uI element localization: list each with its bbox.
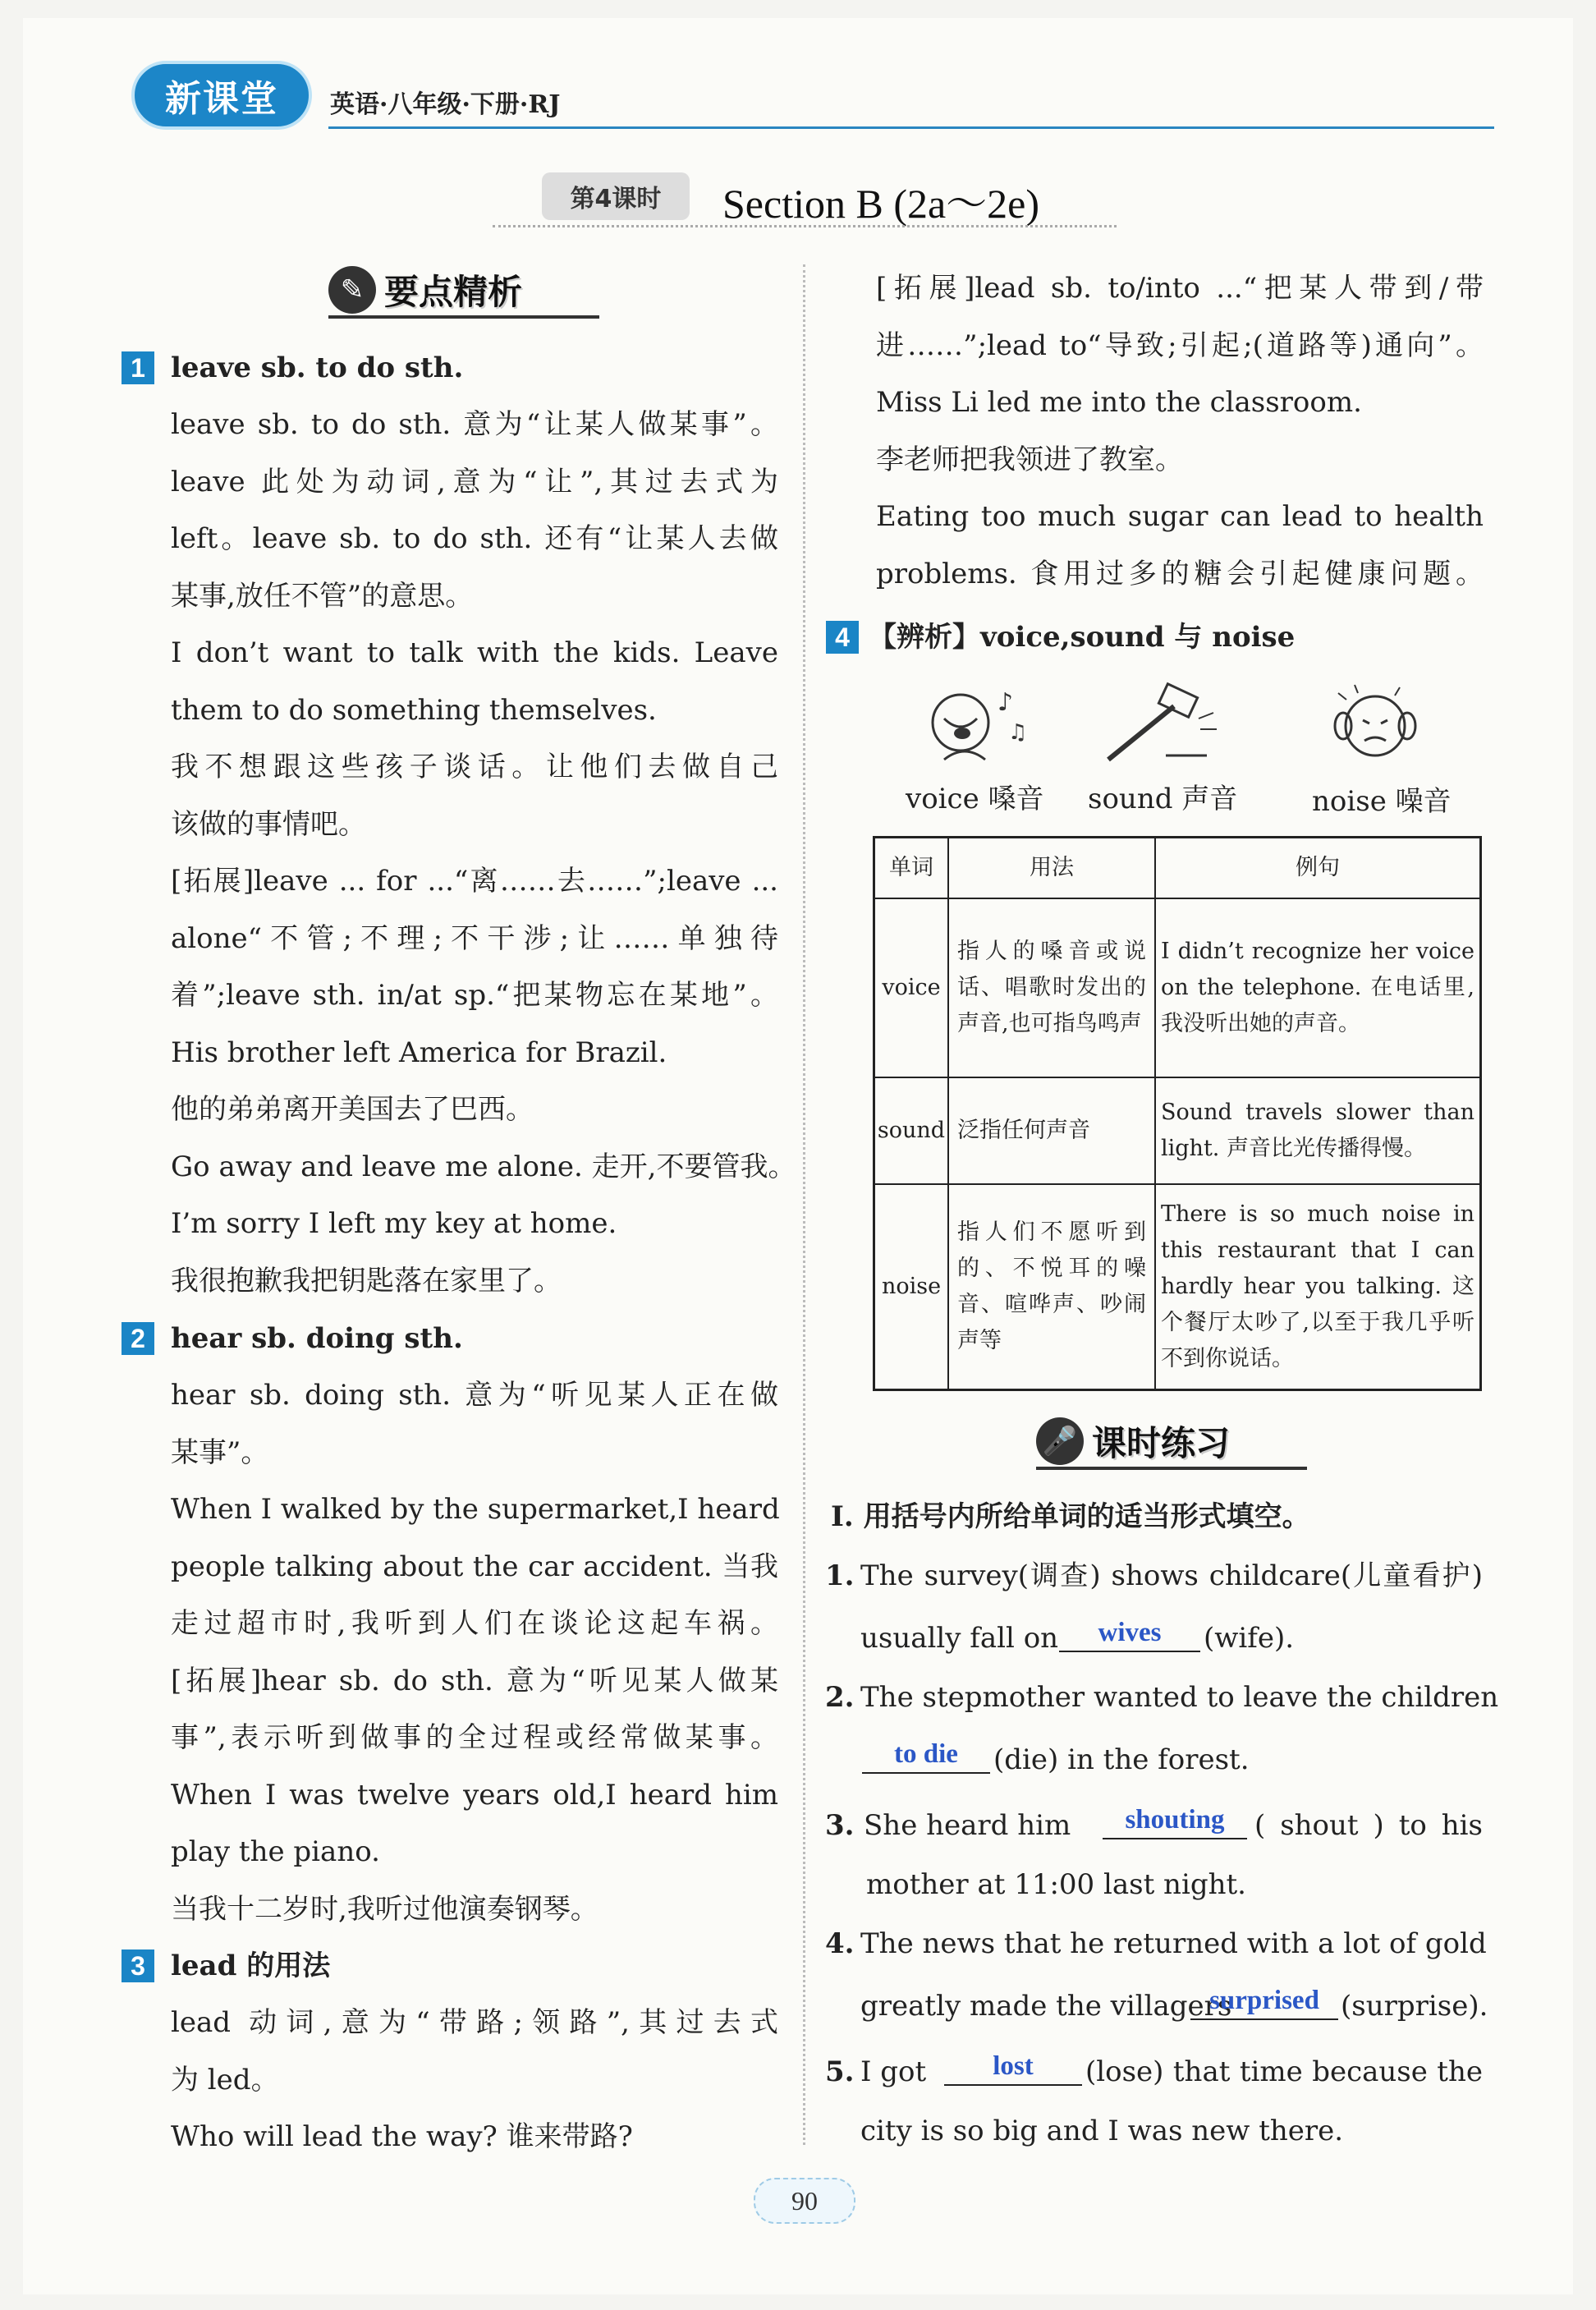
question-text: usually fall on xyxy=(860,1622,1059,1655)
page-header xyxy=(99,49,1494,148)
answer-text: wives xyxy=(1098,1618,1162,1647)
question-text: (die) in the forest. xyxy=(993,1743,1250,1776)
header-rule xyxy=(328,126,1494,129)
picture-caption-noise: noise 噪音 xyxy=(1312,785,1452,818)
table-cell: 指人的嗓音或说话、唱歌时发出的声音,也可指鸟鸣声 xyxy=(948,898,1155,1077)
answer-text: lost xyxy=(993,2051,1034,2081)
answer-text: surprised xyxy=(1209,1986,1319,2015)
picture-caption-sound: sound 声音 xyxy=(1088,783,1238,815)
table-cell: voice xyxy=(874,898,949,1077)
svg-text:♫: ♫ xyxy=(1008,720,1028,745)
key-points-banner xyxy=(328,261,599,319)
table-cell: 指人们不愿听到的、不悦耳的噪音、喧哗声、吵闹声等 xyxy=(948,1184,1155,1389)
text-line: lead 动词,意为“带路;领路”,其过去式 xyxy=(171,2006,778,2039)
question-text: greatly made the villagers xyxy=(860,1990,1232,2023)
text-line: I don’t want to talk with the kids. Leave xyxy=(171,636,778,669)
text-line: [拓展]leave ... for ...“离……去……”;leave ... xyxy=(171,865,778,898)
banner-underline xyxy=(328,315,599,319)
text-line: His brother left America for Brazil. xyxy=(171,1036,667,1069)
text-line: left。leave sb. to do sth. 还有“让某人去做 xyxy=(171,522,778,555)
singing-person-icon xyxy=(911,677,1034,776)
question-number: 4. xyxy=(825,1927,855,1960)
item-heading: hear sb. doing sth. xyxy=(171,1322,463,1355)
answer-blank xyxy=(944,2084,1082,2086)
item-number: 2 xyxy=(122,1322,154,1355)
pencil-icon: ✎ xyxy=(328,266,376,314)
text-line: 事”,表示听到做事的全过程或经常做某事。 xyxy=(171,1721,778,1754)
text-line: problems. 食用过多的糖会引起健康问题。 xyxy=(876,558,1484,590)
lesson-badge: 第4课时 xyxy=(542,172,690,220)
page-number: 90 xyxy=(754,2178,855,2224)
text-line: 走过超市时,我听到人们在谈论这起车祸。 xyxy=(171,1607,778,1640)
item-number: 3 xyxy=(122,1949,154,1982)
table-header: 用法 xyxy=(948,838,1155,899)
question-number: 5. xyxy=(825,2055,855,2088)
answer-blank xyxy=(1059,1651,1200,1652)
question-text: (lose) that time because the xyxy=(1085,2055,1483,2088)
table-header: 例句 xyxy=(1155,838,1481,899)
text-line: 进……”;lead to“导致;引起;(道路等)通向”。 xyxy=(876,329,1484,362)
table-header-row xyxy=(874,838,1481,899)
text-line: When I walked by the supermarket,I heard xyxy=(171,1493,780,1526)
text-line: 某事,放任不管”的意思。 xyxy=(171,580,474,613)
answer-text: shouting xyxy=(1125,1805,1225,1835)
text-line: Go away and leave me alone. 走开,不要管我。 xyxy=(171,1150,796,1183)
banner-underline xyxy=(1036,1467,1307,1470)
text-line: leave 此处为动词,意为“让”,其过去式为 xyxy=(171,466,778,498)
text-line: When I was twelve years old,I heard him xyxy=(171,1779,778,1812)
item-heading: 【辨析】voice,sound 与 noise xyxy=(869,621,1296,654)
question-text: The news that he returned with a lot of gold xyxy=(860,1927,1487,1960)
answer-text: to die xyxy=(894,1739,958,1769)
table-cell: noise xyxy=(874,1184,949,1389)
text-line: 他的弟弟离开美国去了巴西。 xyxy=(171,1093,534,1126)
question-text: (surprise). xyxy=(1341,1990,1488,2023)
text-line: 着”;leave sth. in/at sp.“把某物忘在某地”。 xyxy=(171,979,778,1012)
hammer-icon xyxy=(1084,673,1223,776)
item-heading: leave sb. to do sth. xyxy=(171,351,464,384)
book-subtitle: 英语·八年级·下册·RJ xyxy=(330,90,561,119)
table-cell: I didn’t recognize her voice on the telephone. 在电话里,我没听出她的声音。 xyxy=(1155,898,1481,1077)
title-divider xyxy=(493,225,1117,227)
question-text: city is so big and I was new there. xyxy=(860,2115,1344,2147)
text-line: 我不想跟这些孩子谈话。让他们去做自己 xyxy=(171,751,778,783)
text-line: Miss Li led me into the classroom. xyxy=(876,386,1362,419)
answer-blank xyxy=(1103,1838,1247,1839)
text-line: Who will lead the way? 谁来带路? xyxy=(171,2120,633,2153)
question-text: The survey(调查) shows childcare(儿童看护) xyxy=(860,1559,1483,1592)
question-text: She heard him xyxy=(864,1809,1071,1842)
text-line: 李老师把我领进了教室。 xyxy=(876,443,1183,476)
text-line: 为 led。 xyxy=(171,2064,279,2096)
exercise-instruction: Ⅰ. 用括号内所给单词的适当形式填空。 xyxy=(831,1500,1310,1533)
brand-logo: 新课堂 xyxy=(131,61,312,130)
noise-covering-ears-icon xyxy=(1322,675,1429,778)
section-title: Section B (2a～2e) xyxy=(722,181,1040,227)
text-line: 某事”。 xyxy=(171,1436,269,1469)
comparison-table xyxy=(873,836,1482,1391)
question-text: mother at 11:00 last night. xyxy=(866,1868,1246,1901)
answer-blank xyxy=(862,1772,990,1774)
text-line: [拓展]hear sb. do sth. 意为“听见某人做某 xyxy=(171,1665,778,1697)
text-line: 当我十二岁时,我听过他演奏钢琴。 xyxy=(171,1893,598,1926)
picture-caption-voice: voice 嗓音 xyxy=(906,783,1044,815)
item-number: 1 xyxy=(122,351,154,384)
microphone-icon: 🎤 xyxy=(1036,1417,1084,1465)
text-line: play the piano. xyxy=(171,1835,380,1868)
table-row xyxy=(874,898,1481,1077)
table-header: 单词 xyxy=(874,838,949,899)
text-line: 我很抱歉我把钥匙落在家里了。 xyxy=(171,1265,562,1297)
question-text: The stepmother wanted to leave the children xyxy=(860,1681,1499,1714)
text-line: alone“不管;不理;不干涉;让……单独待 xyxy=(171,922,778,955)
item-heading: lead 的用法 xyxy=(171,1949,331,1982)
item-number: 4 xyxy=(826,621,859,654)
text-line: them to do something themselves. xyxy=(171,694,657,727)
text-line: leave sb. to do sth. 意为“让某人做某事”。 xyxy=(171,408,778,441)
text-line: Eating too much sugar can lead to health xyxy=(876,500,1484,533)
table-cell: There is so much noise in this restaurant that I can hardly hear you talking. 这个餐厅太吵了,以至于我几乎听不到你说话。 xyxy=(1155,1184,1481,1389)
text-line: hear sb. doing sth. 意为“听见某人正在做 xyxy=(171,1379,778,1412)
question-number: 1. xyxy=(825,1559,855,1592)
banner-title: 课时练习 xyxy=(1092,1423,1231,1463)
text-line: I’m sorry I left my key at home. xyxy=(171,1207,617,1240)
table-cell: sound xyxy=(874,1077,949,1184)
column-divider xyxy=(803,264,805,2145)
svg-text:♪: ♪ xyxy=(998,688,1014,717)
question-number: 3. xyxy=(825,1809,855,1842)
question-text: I got xyxy=(860,2055,927,2088)
text-line: people talking about the car accident. 当我 xyxy=(171,1550,778,1583)
table-cell: Sound travels slower than light. 声音比光传播得慢。 xyxy=(1155,1077,1481,1184)
question-number: 2. xyxy=(825,1681,855,1714)
table-row xyxy=(874,1077,1481,1184)
table-row xyxy=(874,1184,1481,1389)
practice-banner xyxy=(1036,1412,1307,1470)
answer-blank xyxy=(1190,2018,1338,2020)
banner-title: 要点精析 xyxy=(384,272,523,312)
table-cell: 泛指任何声音 xyxy=(948,1077,1155,1184)
question-text: ( shout ) to his xyxy=(1254,1809,1483,1842)
text-line: 该做的事情吧。 xyxy=(171,808,366,841)
question-text: (wife). xyxy=(1204,1622,1295,1655)
text-line: [拓展]lead sb. to/into ...“把某人带到/带 xyxy=(876,272,1484,305)
